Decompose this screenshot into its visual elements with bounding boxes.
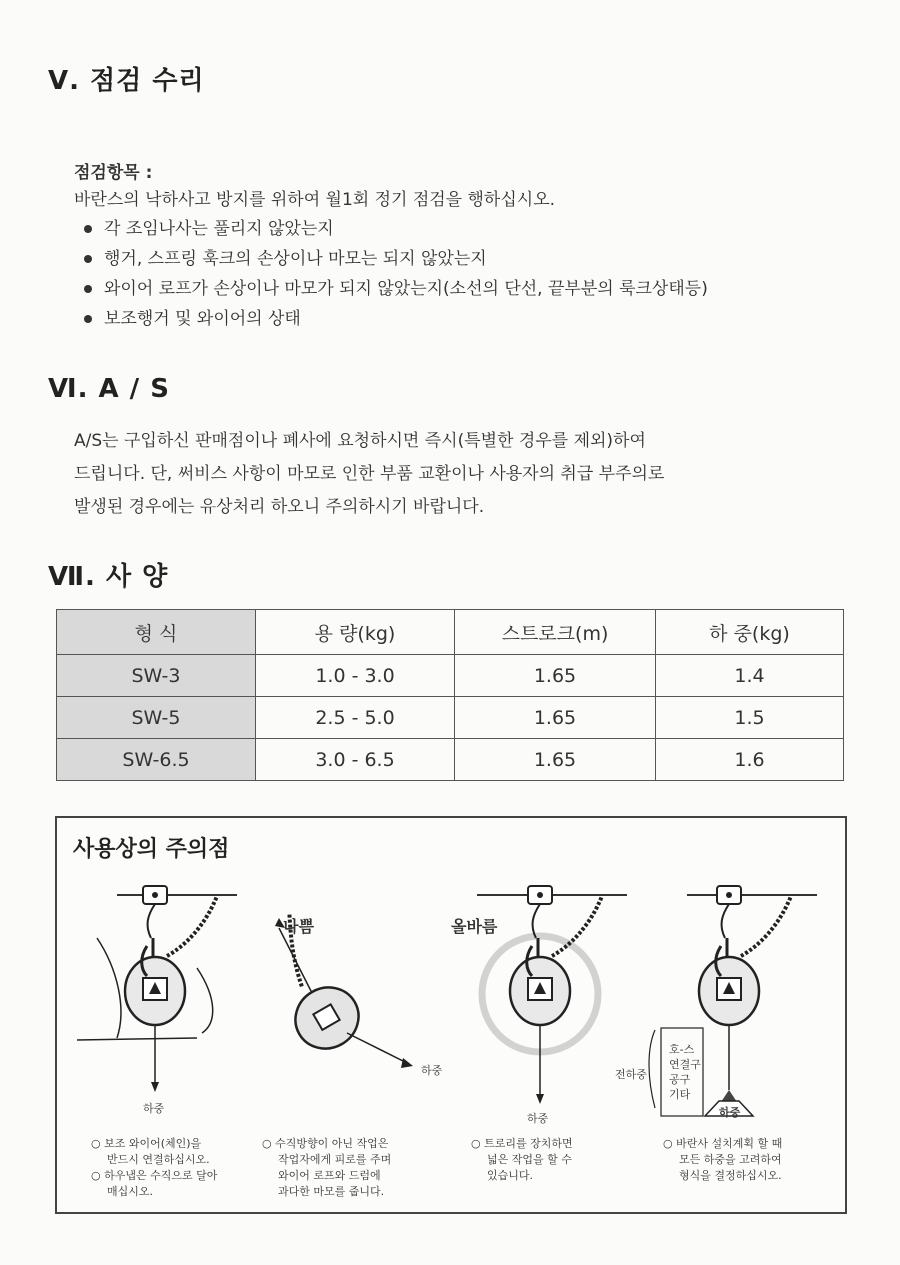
section-7-title: Ⅶ. 사 양	[48, 562, 169, 592]
cell-load: 1.4	[656, 655, 844, 697]
cell-model: SW-5	[57, 697, 256, 739]
load-item: 기타	[669, 1088, 691, 1101]
cell-stroke: 1.65	[455, 655, 656, 697]
inspection-bullet-list	[84, 214, 708, 334]
cell-load: 1.5	[656, 697, 844, 739]
table-header-row	[57, 610, 844, 655]
inspection-items-label: 점검항목 :	[74, 163, 153, 183]
load-label-3: 하중	[527, 1112, 549, 1125]
load-item: 공구	[669, 1073, 691, 1086]
as-line: 드립니다. 단, 써비스 사항이 마모로 인한 부품 교환이나 사용자의 취급 부주의로	[74, 464, 665, 484]
cell-capacity: 3.0 - 6.5	[256, 739, 455, 781]
as-paragraph	[74, 425, 664, 524]
header-model: 형 식	[57, 610, 256, 655]
inspection-intro: 바란스의 낙하사고 방지를 위하여 월1회 정기 점검을 행하십시오.	[74, 190, 556, 210]
bullet-icon	[84, 225, 92, 233]
caption-1: ○ 보조 와이어(체인)을 반드시 연결하십시오. ○ 하우냅은 수직으로 달아 매십시오.	[91, 1137, 218, 1198]
section-6-title: Ⅵ. A / S	[48, 374, 170, 404]
cell-stroke: 1.65	[455, 697, 656, 739]
caption-3: ○ 트로리를 장치하면 넓은 작업을 할 수 있습니다.	[471, 1137, 573, 1182]
caption-2: ○ 수직방향이 아닌 작업은 작업자에게 피로를 주며 와이어 로프와 드럼에 과다한 마모를 줍니다.	[262, 1137, 392, 1198]
cell-stroke: 1.65	[455, 739, 656, 781]
load-label-4: 하중	[719, 1106, 741, 1119]
table-row	[57, 697, 844, 739]
header-load: 하 중(kg)	[656, 610, 844, 655]
load-item: 연결구	[669, 1058, 701, 1071]
as-line: A/S는 구입하신 판매점이나 폐사에 요청하시면 즉시(특별한 경우를 제외)하여	[74, 431, 646, 451]
good-label: 올바름	[451, 917, 498, 936]
header-stroke: 스트로크(m)	[455, 610, 656, 655]
caption-4: ○ 바란사 설치계획 할 때 모든 하중을 고려하여 형식을 결정하십시오.	[663, 1137, 783, 1182]
load-label-2: 하중	[421, 1064, 443, 1077]
bullet-icon	[84, 315, 92, 323]
header-capacity: 용 량(kg)	[256, 610, 455, 655]
bad-label: 나쁨	[283, 917, 314, 936]
total-load-label: 전하중	[615, 1068, 647, 1081]
list-item: 행거, 스프링 훅크의 손상이나 마모는 되지 않았는지	[84, 244, 708, 274]
notice-title: 사용상의 주의점	[73, 837, 230, 862]
bullet-icon	[84, 255, 92, 263]
load-item: 호-스	[669, 1043, 695, 1056]
as-line: 발생된 경우에는 유상처리 하오니 주의하시기 바랍니다.	[74, 497, 485, 517]
spec-table	[56, 609, 844, 781]
section-5-title: Ⅴ. 점검 수리	[48, 66, 205, 96]
cell-capacity: 2.5 - 5.0	[256, 697, 455, 739]
cell-model: SW-6.5	[57, 739, 256, 781]
usage-notice-box	[55, 816, 847, 1214]
load-items-list	[669, 1042, 701, 1102]
cell-capacity: 1.0 - 3.0	[256, 655, 455, 697]
table-row	[57, 739, 844, 781]
cell-load: 1.6	[656, 739, 844, 781]
list-item: 각 조임나사는 풀리지 않았는지	[84, 214, 708, 244]
load-label-1: 하중	[143, 1102, 165, 1115]
table-row	[57, 655, 844, 697]
cell-model: SW-3	[57, 655, 256, 697]
list-item: 보조행거 및 와이어의 상태	[84, 304, 708, 334]
bullet-icon	[84, 285, 92, 293]
list-item: 와이어 로프가 손상이나 마모가 되지 않았는지(소선의 단선, 끝부분의 룩크상태등)	[84, 274, 708, 304]
